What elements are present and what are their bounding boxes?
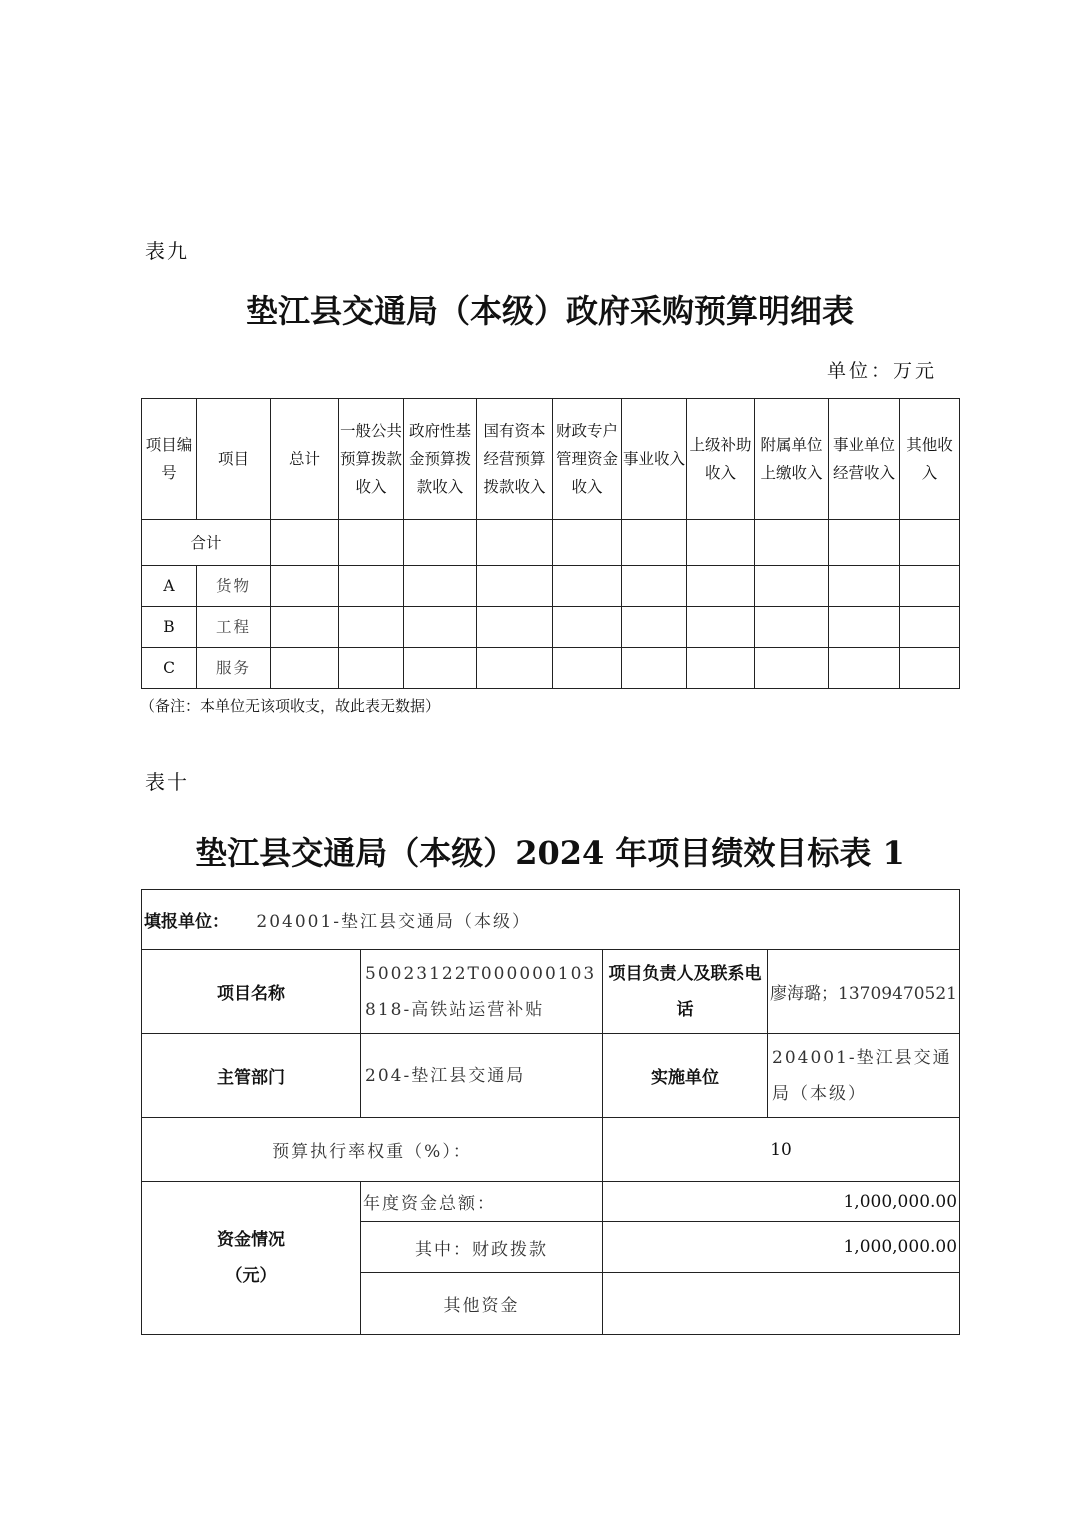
fill-unit-row xyxy=(142,890,960,950)
table-cell xyxy=(477,520,553,566)
row-name: 货物 xyxy=(197,566,271,607)
table-cell xyxy=(553,648,622,689)
table9-title: 垫江县交通局（本级）政府采购预算明细表 xyxy=(245,292,854,330)
table-cell xyxy=(622,520,687,566)
header-cell: 一般公共预算拨款收入 xyxy=(339,399,404,520)
table-cell xyxy=(404,648,477,689)
impl-label: 实施单位 xyxy=(603,1034,768,1118)
manager-label: 项目负责人及联系电话 xyxy=(603,950,768,1034)
table-cell xyxy=(900,566,960,607)
table-cell xyxy=(829,566,900,607)
fiscal-label: 其中：财政拨款 xyxy=(361,1222,603,1273)
project-name-value: 50023122T000000103818-高铁站运营补贴 xyxy=(361,950,603,1034)
weight-label: 预算执行率权重（%）： xyxy=(142,1118,603,1182)
dept-label: 主管部门 xyxy=(142,1034,361,1118)
row-code: C xyxy=(142,648,197,689)
header-cell: 总计 xyxy=(271,399,339,520)
table-cell xyxy=(271,648,339,689)
fiscal-value: 1,000,000.00 xyxy=(603,1222,960,1273)
table-row xyxy=(142,648,960,689)
table-cell xyxy=(829,520,900,566)
table-cell xyxy=(271,566,339,607)
table-cell xyxy=(339,607,404,648)
performance-target-table xyxy=(141,889,960,1335)
table-cell xyxy=(755,648,829,689)
header-cell: 其他收入 xyxy=(900,399,960,520)
row-name: 工程 xyxy=(197,607,271,648)
weight-value: 10 xyxy=(603,1118,960,1182)
annual-value: 1,000,000.00 xyxy=(603,1182,960,1222)
table-cell xyxy=(553,607,622,648)
header-cell: 财政专户管理资金收入 xyxy=(553,399,622,520)
table-cell xyxy=(622,566,687,607)
total-label: 合计 xyxy=(142,520,271,566)
annual-label: 年度资金总额： xyxy=(361,1182,603,1222)
table-cell xyxy=(687,648,755,689)
header-cell: 事业收入 xyxy=(622,399,687,520)
header-cell: 上级补助收入 xyxy=(687,399,755,520)
table-cell xyxy=(687,520,755,566)
table-cell xyxy=(339,648,404,689)
table9-unit: 单位：万元 xyxy=(826,360,937,382)
header-cell: 项目编号 xyxy=(142,399,197,520)
table-cell xyxy=(404,520,477,566)
funds-unit-label: （元） xyxy=(225,1266,277,1286)
table10-title: 垫江县交通局（本级）2024 年项目绩效目标表 1 xyxy=(195,834,905,872)
table-row xyxy=(142,607,960,648)
funds-label-cell xyxy=(142,1182,361,1335)
table-cell xyxy=(553,520,622,566)
table-cell xyxy=(829,607,900,648)
annual-funds-row xyxy=(142,1182,960,1222)
table-cell xyxy=(900,520,960,566)
dept-value: 204-垫江县交通局 xyxy=(361,1034,603,1118)
table-cell xyxy=(687,566,755,607)
procurement-budget-table xyxy=(141,398,960,689)
table-cell xyxy=(900,607,960,648)
fill-unit-value: 204001-垫江县交通局（本级） xyxy=(256,912,532,932)
table-cell xyxy=(271,520,339,566)
project-name-row xyxy=(142,950,960,1034)
table10-label: 表十 xyxy=(145,770,189,794)
table-cell xyxy=(622,607,687,648)
header-cell: 事业单位经营收入 xyxy=(829,399,900,520)
header-cell: 政府性基金预算拨款收入 xyxy=(404,399,477,520)
table-cell xyxy=(755,607,829,648)
table-cell xyxy=(829,648,900,689)
project-name-label: 项目名称 xyxy=(142,950,361,1034)
table-cell xyxy=(477,566,553,607)
weight-row xyxy=(142,1118,960,1182)
other-value xyxy=(603,1273,960,1335)
table-cell xyxy=(404,607,477,648)
table-row xyxy=(142,566,960,607)
manager-value: 廖海璐；13709470521 xyxy=(768,950,960,1034)
table-cell xyxy=(687,607,755,648)
header-cell: 国有资本经营预算拨款收入 xyxy=(477,399,553,520)
row-code: B xyxy=(142,607,197,648)
table-header-row xyxy=(142,399,960,520)
table-cell xyxy=(755,520,829,566)
other-label: 其他资金 xyxy=(361,1273,603,1335)
table-cell xyxy=(477,648,553,689)
fill-unit-label: 填报单位： xyxy=(144,912,229,932)
table-cell xyxy=(553,566,622,607)
row-code: A xyxy=(142,566,197,607)
table-cell xyxy=(404,566,477,607)
row-name: 服务 xyxy=(197,648,271,689)
header-cell: 项目 xyxy=(197,399,271,520)
impl-value: 204001-垫江县交通局（本级） xyxy=(768,1034,960,1118)
department-row xyxy=(142,1034,960,1118)
table-cell xyxy=(900,648,960,689)
table-cell xyxy=(339,520,404,566)
fill-unit-cell xyxy=(142,890,960,950)
table-cell xyxy=(477,607,553,648)
table9-label: 表九 xyxy=(145,239,189,263)
table-cell xyxy=(339,566,404,607)
funds-label: 资金情况 xyxy=(217,1230,285,1250)
table9-note: （备注：本单位无该项收支，故此表无数据） xyxy=(140,697,441,715)
table-cell xyxy=(271,607,339,648)
header-cell: 附属单位上缴收入 xyxy=(755,399,829,520)
table-cell xyxy=(622,648,687,689)
table-cell xyxy=(755,566,829,607)
total-row xyxy=(142,520,960,566)
